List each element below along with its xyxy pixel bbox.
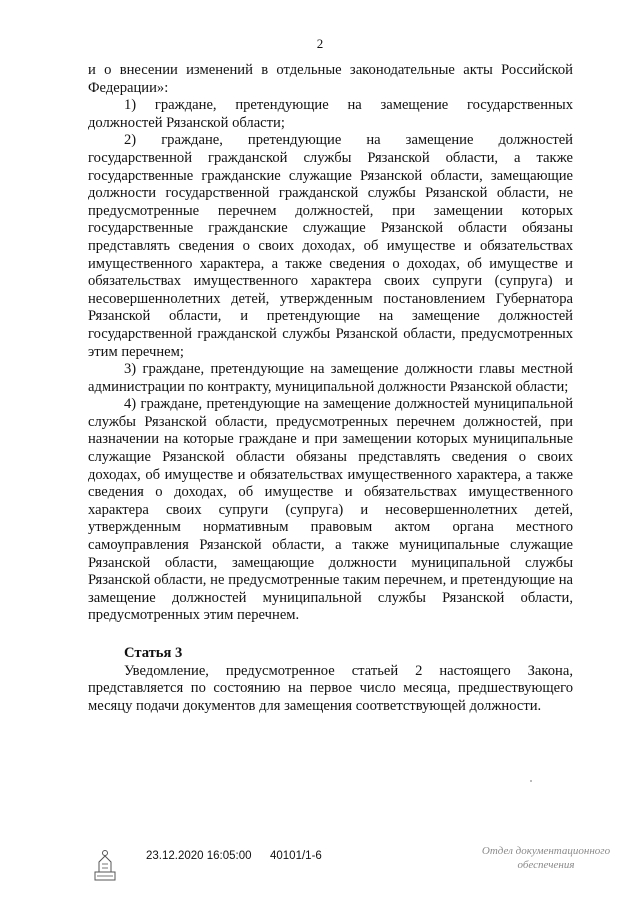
document-body bbox=[88, 62, 573, 715]
page-number: 2 bbox=[316, 36, 324, 51]
stamp-line: Отдел документационного bbox=[481, 845, 611, 857]
list-item: 2) граждане, претендующие на замещение должностей государственной гражданской службы Рязанской области, а также государственные гражданские служащие Рязанской области, замещающие должности государственной гражданской службы Рязанской области, не предусмотренные перечнем должностей, при замещении которых государственные гражданские служащие Рязанской области обязаны представлять сведения о своих доходах, об имуществе и обязательствах имущественного характера, а также сведения о доходах, об имуществе и обязательствах имущественного характера своих супруги (супруга) и несовершеннолетних детей, утвержденным постановлением Губернатора Рязанской области, и претендующие на замещение должностей государственной гражданской службы Рязанской области, предусмотренных этим перечнем; bbox=[88, 132, 573, 360]
intro-paragraph: и о внесении изменений в отдельные законодательные акты Российской Федерации»: bbox=[88, 62, 573, 96]
footer-date: 23.12.2020 16:05:00 bbox=[146, 850, 252, 862]
article-heading: Статья 3 bbox=[124, 645, 183, 661]
stamp-line: обеспечения bbox=[517, 859, 575, 871]
article-paragraph: Уведомление, предусмотренное статьей 2 настоящего Закона, представляется по состоянию на первое число месяца, предшествующего месяцу подачи документов для замещения соответствующей должности. bbox=[88, 662, 573, 714]
footer bbox=[0, 845, 640, 888]
list-item: 4) граждане, претендующие на замещение должностей муниципальной службы Рязанской области, предусмотренных перечнем должностей, при назначении на которые граждане и при замещении которых муниципальные служащие Рязанской области обязаны представлять сведения о своих доходах, об имуществе и обязательствах имущественного характера, а также сведения о доходах, об имуществе и обязательствах имущественного характера своих супруги (супруга) и несовершеннолетних детей, утвержденным нормативным правовым актом органа местного самоуправления Рязанской области, а также муниципальные служащие Рязанской области, замещающие должности муниципальной службы Рязанской области, не предусмотренные таким перечнем, и претендующие на замещение должностей муниципальной службы Рязанской области, предусмотренных этим перечнем. bbox=[88, 396, 573, 624]
scan-speck bbox=[530, 780, 532, 782]
coat-of-arms-icon bbox=[92, 848, 118, 882]
list-item: 3) граждане, претендующие на замещение должности главы местной администрации по контракту, муниципальной должности Рязанской области; bbox=[88, 361, 573, 395]
department-stamp bbox=[476, 844, 616, 872]
footer-doc-id: 40101/1-6 bbox=[270, 850, 322, 862]
list-item: 1) граждане, претендующие на замещение государственных должностей Рязанской области; bbox=[88, 97, 573, 131]
